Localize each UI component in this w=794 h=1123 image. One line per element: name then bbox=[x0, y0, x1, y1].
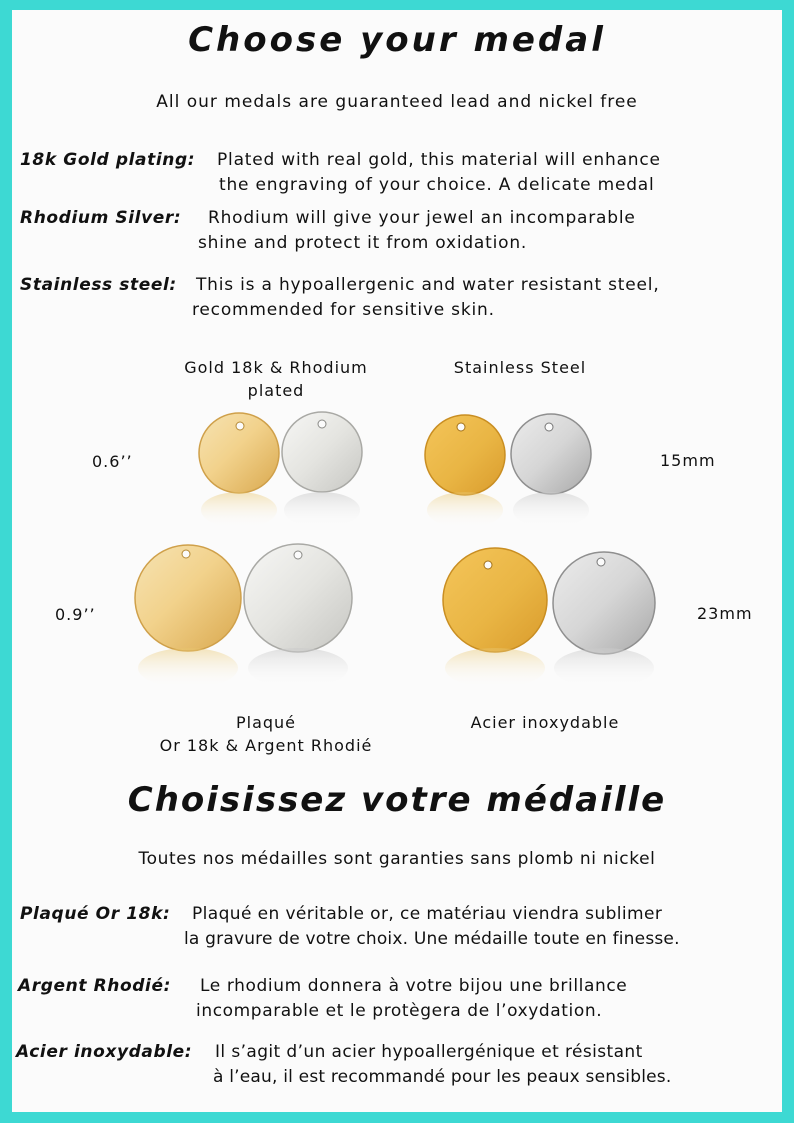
medal-large-silver-steel-icon bbox=[553, 552, 655, 688]
material-term-rhodium: Rhodium Silver: bbox=[20, 208, 182, 228]
medal-small-gold-steel-icon bbox=[425, 415, 505, 528]
medal-small-silver-steel-icon bbox=[511, 414, 591, 528]
medal-large-gold-steel-icon bbox=[443, 548, 547, 688]
header-gold-rhodium-line1: Gold 18k & Rhodium bbox=[184, 358, 368, 377]
subtitle-fr: Toutes nos médailles sont garanties sans plomb ni nickel bbox=[138, 849, 656, 869]
subtitle-en: All our medals are guaranteed lead and nickel free bbox=[156, 92, 638, 112]
page-title-fr: Choisissez votre médaille bbox=[127, 780, 667, 820]
material-desc-steel-line2: recommended for sensitive skin. bbox=[192, 300, 495, 320]
size-large-inch: 0.9’’ bbox=[55, 605, 96, 624]
medal-large-gold-plated-icon bbox=[135, 545, 241, 688]
size-small-inch: 0.6’’ bbox=[92, 452, 133, 471]
material-desc-gold-line2: the engraving of your choice. A delicate medal bbox=[219, 175, 655, 195]
material-desc-gold-line1: Plated with real gold, this material will enhance bbox=[217, 150, 661, 170]
material-desc-steel-line1: This is a hypoallergenic and water resistant steel, bbox=[196, 275, 660, 295]
caption-fr-plated-line1: Plaqué bbox=[235, 713, 297, 732]
material-term-fr-rhodium: Argent Rhodié: bbox=[18, 976, 171, 996]
medal-small-rhodium-plated-icon bbox=[282, 412, 362, 528]
caption-fr-plated-line2: Or 18k & Argent Rhodié bbox=[159, 736, 373, 755]
material-term-fr-steel: Acier inoxydable: bbox=[16, 1042, 193, 1062]
header-stainless: Stainless Steel bbox=[453, 358, 587, 377]
size-large-mm: 23mm bbox=[697, 604, 753, 623]
material-desc-fr-rhodium-line1: Le rhodium donnera à votre bijou une brillance bbox=[200, 976, 628, 996]
medal-large-rhodium-plated-icon bbox=[244, 544, 352, 688]
material-desc-fr-steel-line2: à l’eau, il est recommandé pour les peaux sensibles. bbox=[213, 1067, 672, 1087]
material-desc-fr-rhodium-line2: incomparable et le protègera de l’oxydation. bbox=[196, 1001, 603, 1021]
material-desc-fr-steel-line1: Il s’agit d’un acier hypoallergénique et résistant bbox=[215, 1042, 643, 1062]
material-term-fr-gold: Plaqué Or 18k: bbox=[20, 904, 171, 924]
material-term-steel: Stainless steel: bbox=[20, 275, 177, 295]
caption-fr-steel: Acier inoxydable bbox=[470, 713, 620, 732]
material-desc-fr-gold-line1: Plaqué en véritable or, ce matériau viendra sublimer bbox=[192, 904, 663, 924]
material-desc-rhodium-line2: shine and protect it from oxidation. bbox=[198, 233, 528, 253]
page-title-en: Choose your medal bbox=[188, 20, 606, 60]
material-desc-rhodium-line1: Rhodium will give your jewel an incomparable bbox=[208, 208, 636, 228]
material-desc-fr-gold-line2: la gravure de votre choix. Une médaille toute en finesse. bbox=[184, 929, 680, 949]
medal-small-gold-plated-icon bbox=[199, 413, 279, 528]
size-small-mm: 15mm bbox=[660, 451, 716, 470]
material-term-gold: 18k Gold plating: bbox=[20, 150, 196, 170]
header-gold-rhodium-line2: plated bbox=[247, 381, 305, 400]
